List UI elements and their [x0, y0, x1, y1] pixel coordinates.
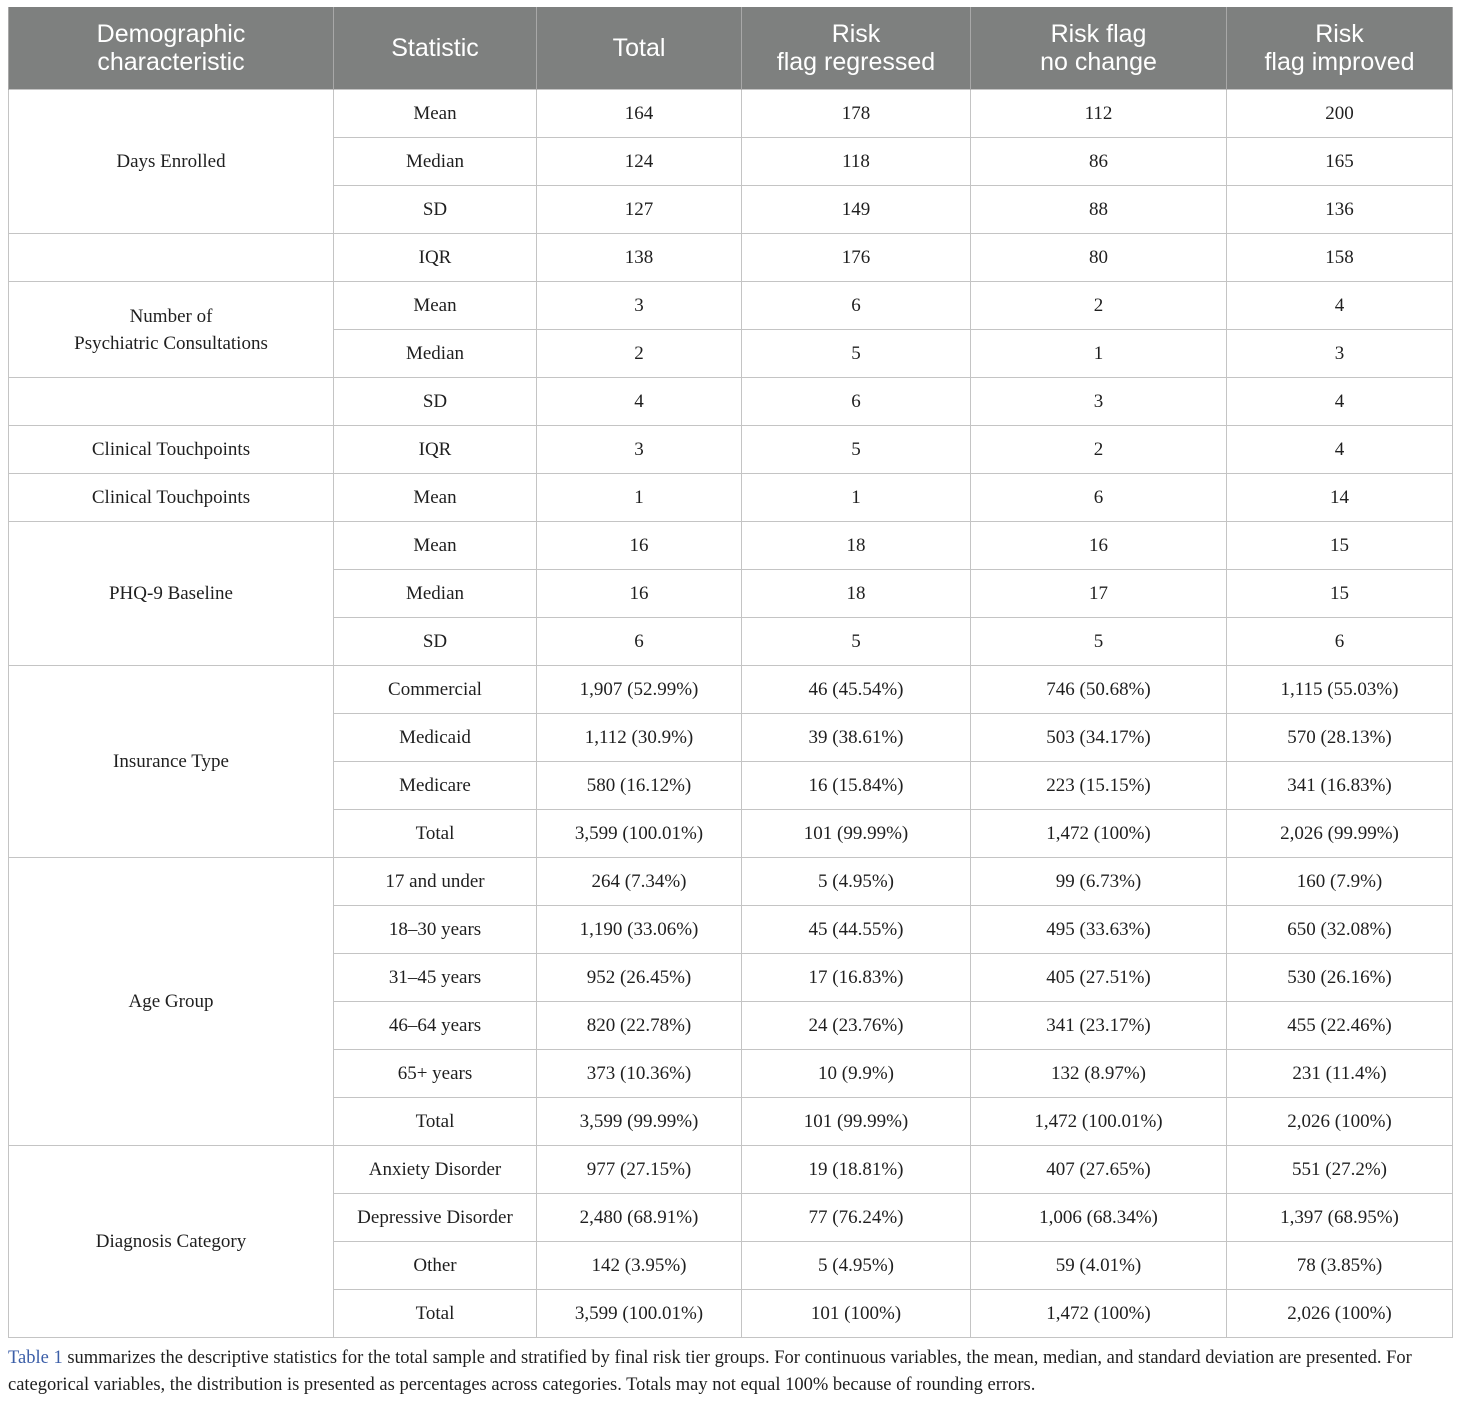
regressed-cell: 77 (76.24%) — [742, 1194, 971, 1242]
demographic-characteristic-cell: Clinical Touchpoints — [9, 426, 334, 474]
demographic-characteristic-cell — [9, 234, 334, 282]
improved-cell: 570 (28.13%) — [1227, 714, 1453, 762]
descriptive-statistics-table — [8, 7, 1453, 1338]
table-row — [9, 378, 1453, 426]
no-change-cell: 503 (34.17%) — [971, 714, 1227, 762]
regressed-cell: 5 — [742, 426, 971, 474]
regressed-cell: 19 (18.81%) — [742, 1146, 971, 1194]
table-row — [9, 858, 1453, 906]
statistic-cell: Mean — [334, 522, 537, 570]
total-cell: 373 (10.36%) — [537, 1050, 742, 1098]
improved-cell: 136 — [1227, 186, 1453, 234]
improved-cell: 650 (32.08%) — [1227, 906, 1453, 954]
improved-cell: 200 — [1227, 90, 1453, 138]
total-cell: 2 — [537, 330, 742, 378]
no-change-cell: 1,006 (68.34%) — [971, 1194, 1227, 1242]
regressed-cell: 46 (45.54%) — [742, 666, 971, 714]
demographic-characteristic-cell: Clinical Touchpoints — [9, 474, 334, 522]
regressed-cell: 149 — [742, 186, 971, 234]
demographic-characteristic-cell: Days Enrolled — [9, 90, 334, 234]
statistic-cell: Median — [334, 570, 537, 618]
improved-cell: 165 — [1227, 138, 1453, 186]
demographic-characteristic-cell — [9, 378, 334, 426]
total-cell: 127 — [537, 186, 742, 234]
header-demographic-characteristic: Demographic characteristic — [9, 7, 334, 90]
statistic-cell: Mean — [334, 282, 537, 330]
total-cell: 3,599 (99.99%) — [537, 1098, 742, 1146]
table-caption — [8, 1345, 1452, 1399]
total-cell: 138 — [537, 234, 742, 282]
regressed-cell: 6 — [742, 282, 971, 330]
total-cell: 6 — [537, 618, 742, 666]
no-change-cell: 59 (4.01%) — [971, 1242, 1227, 1290]
improved-cell: 2,026 (100%) — [1227, 1098, 1453, 1146]
regressed-cell: 5 (4.95%) — [742, 1242, 971, 1290]
statistic-cell: Mean — [334, 90, 537, 138]
total-cell: 4 — [537, 378, 742, 426]
header-total: Total — [537, 7, 742, 90]
regressed-cell: 16 (15.84%) — [742, 762, 971, 810]
demographic-characteristic-cell: PHQ-9 Baseline — [9, 522, 334, 666]
table-row — [9, 666, 1453, 714]
no-change-cell: 495 (33.63%) — [971, 906, 1227, 954]
no-change-cell: 1,472 (100.01%) — [971, 1098, 1227, 1146]
header-risk-flag-no-change: Risk flag no change — [971, 7, 1227, 90]
total-cell: 1,112 (30.9%) — [537, 714, 742, 762]
no-change-cell: 341 (23.17%) — [971, 1002, 1227, 1050]
no-change-cell: 1 — [971, 330, 1227, 378]
table-reference-link[interactable]: Table 1 — [8, 1348, 63, 1368]
header-row — [9, 7, 1453, 90]
no-change-cell: 17 — [971, 570, 1227, 618]
statistic-cell: Total — [334, 810, 537, 858]
no-change-cell: 88 — [971, 186, 1227, 234]
regressed-cell: 45 (44.55%) — [742, 906, 971, 954]
total-cell: 3 — [537, 282, 742, 330]
statistic-cell: 31–45 years — [334, 954, 537, 1002]
regressed-cell: 5 — [742, 618, 971, 666]
regressed-cell: 101 (99.99%) — [742, 1098, 971, 1146]
table-header — [9, 7, 1453, 90]
table-row — [9, 426, 1453, 474]
statistic-cell: Total — [334, 1290, 537, 1338]
regressed-cell: 6 — [742, 378, 971, 426]
caption-text: summarizes the descriptive statistics for the total sample and stratified by final risk tier groups. For continuous variables, the mean, median, and standard deviation are presented. For categorical variables, the distribution is presented as percentages across categories. Totals may not equal 100% because of rounding errors. — [8, 1348, 1412, 1395]
improved-cell: 15 — [1227, 570, 1453, 618]
statistic-cell: SD — [334, 186, 537, 234]
header-risk-flag-regressed: Risk flag regressed — [742, 7, 971, 90]
total-cell: 164 — [537, 90, 742, 138]
statistic-cell: Medicare — [334, 762, 537, 810]
total-cell: 1,907 (52.99%) — [537, 666, 742, 714]
table-row — [9, 90, 1453, 138]
total-cell: 16 — [537, 522, 742, 570]
improved-cell: 1,115 (55.03%) — [1227, 666, 1453, 714]
improved-cell: 455 (22.46%) — [1227, 1002, 1453, 1050]
regressed-cell: 101 (99.99%) — [742, 810, 971, 858]
regressed-cell: 18 — [742, 570, 971, 618]
statistic-cell: Anxiety Disorder — [334, 1146, 537, 1194]
demographic-characteristic-cell: Number of Psychiatric Consultations — [9, 282, 334, 378]
statistic-cell: 46–64 years — [334, 1002, 537, 1050]
improved-cell: 4 — [1227, 282, 1453, 330]
total-cell: 2,480 (68.91%) — [537, 1194, 742, 1242]
regressed-cell: 10 (9.9%) — [742, 1050, 971, 1098]
total-cell: 977 (27.15%) — [537, 1146, 742, 1194]
no-change-cell: 86 — [971, 138, 1227, 186]
no-change-cell: 132 (8.97%) — [971, 1050, 1227, 1098]
no-change-cell: 112 — [971, 90, 1227, 138]
statistic-cell: Total — [334, 1098, 537, 1146]
statistic-cell: SD — [334, 618, 537, 666]
demographic-characteristic-cell: Insurance Type — [9, 666, 334, 858]
regressed-cell: 101 (100%) — [742, 1290, 971, 1338]
statistic-cell: IQR — [334, 426, 537, 474]
table-container — [8, 7, 1452, 1399]
statistic-cell: Median — [334, 330, 537, 378]
regressed-cell: 178 — [742, 90, 971, 138]
improved-cell: 3 — [1227, 330, 1453, 378]
no-change-cell: 1,472 (100%) — [971, 1290, 1227, 1338]
no-change-cell: 407 (27.65%) — [971, 1146, 1227, 1194]
total-cell: 3,599 (100.01%) — [537, 810, 742, 858]
total-cell: 16 — [537, 570, 742, 618]
regressed-cell: 5 (4.95%) — [742, 858, 971, 906]
table-row — [9, 474, 1453, 522]
regressed-cell: 24 (23.76%) — [742, 1002, 971, 1050]
statistic-cell: 18–30 years — [334, 906, 537, 954]
improved-cell: 78 (3.85%) — [1227, 1242, 1453, 1290]
regressed-cell: 17 (16.83%) — [742, 954, 971, 1002]
total-cell: 580 (16.12%) — [537, 762, 742, 810]
improved-cell: 2,026 (100%) — [1227, 1290, 1453, 1338]
demographic-characteristic-cell: Age Group — [9, 858, 334, 1146]
demographic-characteristic-cell: Diagnosis Category — [9, 1146, 334, 1338]
improved-cell: 15 — [1227, 522, 1453, 570]
statistic-cell: SD — [334, 378, 537, 426]
header-statistic: Statistic — [334, 7, 537, 90]
regressed-cell: 1 — [742, 474, 971, 522]
total-cell: 952 (26.45%) — [537, 954, 742, 1002]
total-cell: 1 — [537, 474, 742, 522]
no-change-cell: 6 — [971, 474, 1227, 522]
no-change-cell: 2 — [971, 426, 1227, 474]
improved-cell: 530 (26.16%) — [1227, 954, 1453, 1002]
regressed-cell: 39 (38.61%) — [742, 714, 971, 762]
table-row — [9, 282, 1453, 330]
statistic-cell: Medicaid — [334, 714, 537, 762]
improved-cell: 1,397 (68.95%) — [1227, 1194, 1453, 1242]
statistic-cell: 17 and under — [334, 858, 537, 906]
improved-cell: 4 — [1227, 378, 1453, 426]
statistic-cell: Median — [334, 138, 537, 186]
no-change-cell: 99 (6.73%) — [971, 858, 1227, 906]
no-change-cell: 5 — [971, 618, 1227, 666]
table-body — [9, 90, 1453, 1338]
no-change-cell: 746 (50.68%) — [971, 666, 1227, 714]
no-change-cell: 3 — [971, 378, 1227, 426]
statistic-cell: Depressive Disorder — [334, 1194, 537, 1242]
improved-cell: 551 (27.2%) — [1227, 1146, 1453, 1194]
statistic-cell: Other — [334, 1242, 537, 1290]
table-row — [9, 522, 1453, 570]
total-cell: 820 (22.78%) — [537, 1002, 742, 1050]
table-row — [9, 234, 1453, 282]
total-cell: 124 — [537, 138, 742, 186]
table-row — [9, 1146, 1453, 1194]
improved-cell: 341 (16.83%) — [1227, 762, 1453, 810]
total-cell: 1,190 (33.06%) — [537, 906, 742, 954]
regressed-cell: 176 — [742, 234, 971, 282]
regressed-cell: 118 — [742, 138, 971, 186]
improved-cell: 160 (7.9%) — [1227, 858, 1453, 906]
no-change-cell: 1,472 (100%) — [971, 810, 1227, 858]
improved-cell: 231 (11.4%) — [1227, 1050, 1453, 1098]
no-change-cell: 2 — [971, 282, 1227, 330]
regressed-cell: 5 — [742, 330, 971, 378]
no-change-cell: 405 (27.51%) — [971, 954, 1227, 1002]
total-cell: 3 — [537, 426, 742, 474]
no-change-cell: 80 — [971, 234, 1227, 282]
improved-cell: 14 — [1227, 474, 1453, 522]
total-cell: 3,599 (100.01%) — [537, 1290, 742, 1338]
statistic-cell: IQR — [334, 234, 537, 282]
improved-cell: 6 — [1227, 618, 1453, 666]
regressed-cell: 18 — [742, 522, 971, 570]
improved-cell: 4 — [1227, 426, 1453, 474]
no-change-cell: 16 — [971, 522, 1227, 570]
statistic-cell: Mean — [334, 474, 537, 522]
total-cell: 142 (3.95%) — [537, 1242, 742, 1290]
total-cell: 264 (7.34%) — [537, 858, 742, 906]
improved-cell: 2,026 (99.99%) — [1227, 810, 1453, 858]
statistic-cell: 65+ years — [334, 1050, 537, 1098]
improved-cell: 158 — [1227, 234, 1453, 282]
statistic-cell: Commercial — [334, 666, 537, 714]
header-risk-flag-improved: Risk flag improved — [1227, 7, 1453, 90]
no-change-cell: 223 (15.15%) — [971, 762, 1227, 810]
